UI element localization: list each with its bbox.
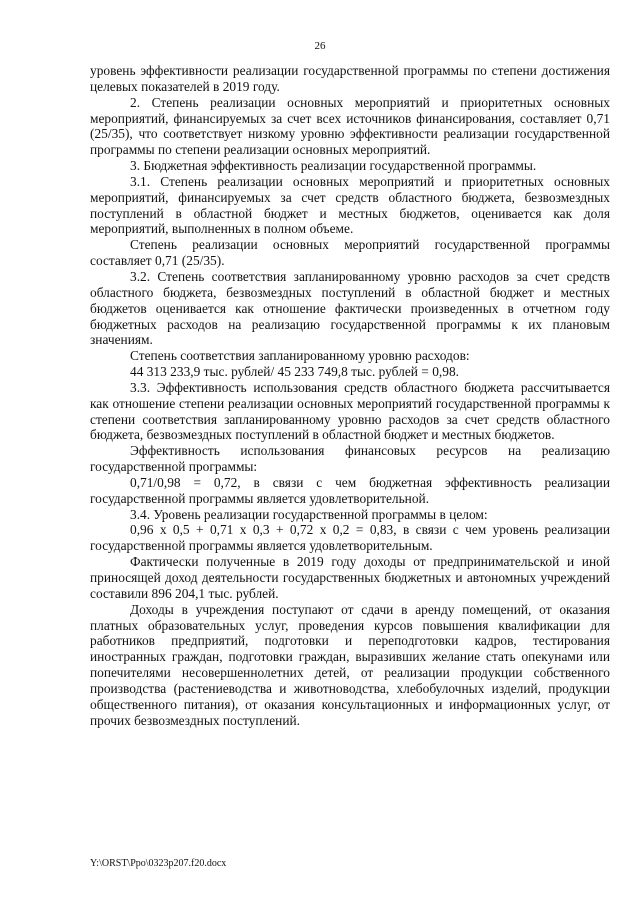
paragraph: Степень соответствия запланированному уровню расходов: xyxy=(130,348,470,364)
footer-file-path: Y:\ORST\Ppo\0323p207.f20.docx xyxy=(90,858,227,869)
paragraph: 3. Бюджетная эффективность реализации государственной программы. xyxy=(130,158,537,174)
paragraph: 3.2. Степень соответствия запланированному уровню расходов за счет средств областного бюджета, безвозмездных поступлений в областной бюджет и местных бюджетов оценивается как отношение фактически произведенных в отчетном году бюджетных расходов на реализацию государственной программы к их плановым значениям. xyxy=(90,268,610,348)
formula-paragraph: 0,71/0,98 = 0,72, в связи с чем бюджетная эффективность реализации государственной программы является удовлетворительной. xyxy=(90,474,610,506)
paragraph: Эффективность использования финансовых ресурсов на реализацию государственной программы: xyxy=(90,443,610,475)
paragraph: уровень эффективности реализации государственной программы по степени достижения целевых показателей в 2019 году. xyxy=(90,63,610,94)
paragraph: 3.3. Эффективность использования средств областного бюджета рассчитывается как отношение степени реализации основных мероприятий государственной программы к степени соответствия запланированному уровню расходов за счет средств областного бюджета, безвозмездных поступлений в областной бюджет и местных бюджетов. xyxy=(90,379,610,443)
page-number: 26 xyxy=(314,40,326,52)
paragraph: 2. Степень реализации основных мероприятий и приоритетных основных мероприятий, финансируемых за счет всех источников финансирования, составляет 0,71 (25/35), что соответствует низкому уровню эффективности реализации государственной программы по степени реализации основных мероприятий. xyxy=(90,94,610,158)
paragraph: 3.1. Степень реализации основных мероприятий и приоритетных основных мероприятий, финансируемых за счет средств областного бюджета, безвозмездных поступлений в областной бюджет и местных бюджетов, оценивается как доля мероприятий, выполненных в полном объеме. xyxy=(90,173,610,237)
formula-line: 44 313 233,9 тыс. рублей/ 45 233 749,8 тыс. рублей = 0,98. xyxy=(130,364,459,380)
paragraph: Степень реализации основных мероприятий государственной программы составляет 0,71 (25/35). xyxy=(90,237,610,269)
document-body xyxy=(90,63,610,728)
paragraph: Фактически полученные в 2019 году доходы от предпринимательской и иной приносящей доход деятельности государственных бюджетных и автономных учреждений составили 896 204,1 тыс. рублей. xyxy=(90,554,610,601)
formula-paragraph: 0,96 x 0,5 + 0,71 x 0,3 + 0,72 x 0,2 = 0,83, в связи с чем уровень реализации государственной программы является удовлетворительным. xyxy=(90,522,610,554)
paragraph: 3.4. Уровень реализации государственной программы в целом: xyxy=(130,506,488,522)
paragraph: Доходы в учреждения поступают от сдачи в аренду помещений, от оказания платных образовательных услуг, проведения курсов повышения квалификации для работников предприятий, подготовки и переподготовки кадров, тестирования иностранных граждан, подготовки граждан, выразивших желание стать опекунами или попечителями несовершеннолетних детей, от реализации продукции собственного производства (растениеводства и животноводства, хлебобулочных изделий, продукции общественного питания), от оказания консультационных и информационных услуг, от прочих безвозмездных поступлений. xyxy=(90,601,610,728)
